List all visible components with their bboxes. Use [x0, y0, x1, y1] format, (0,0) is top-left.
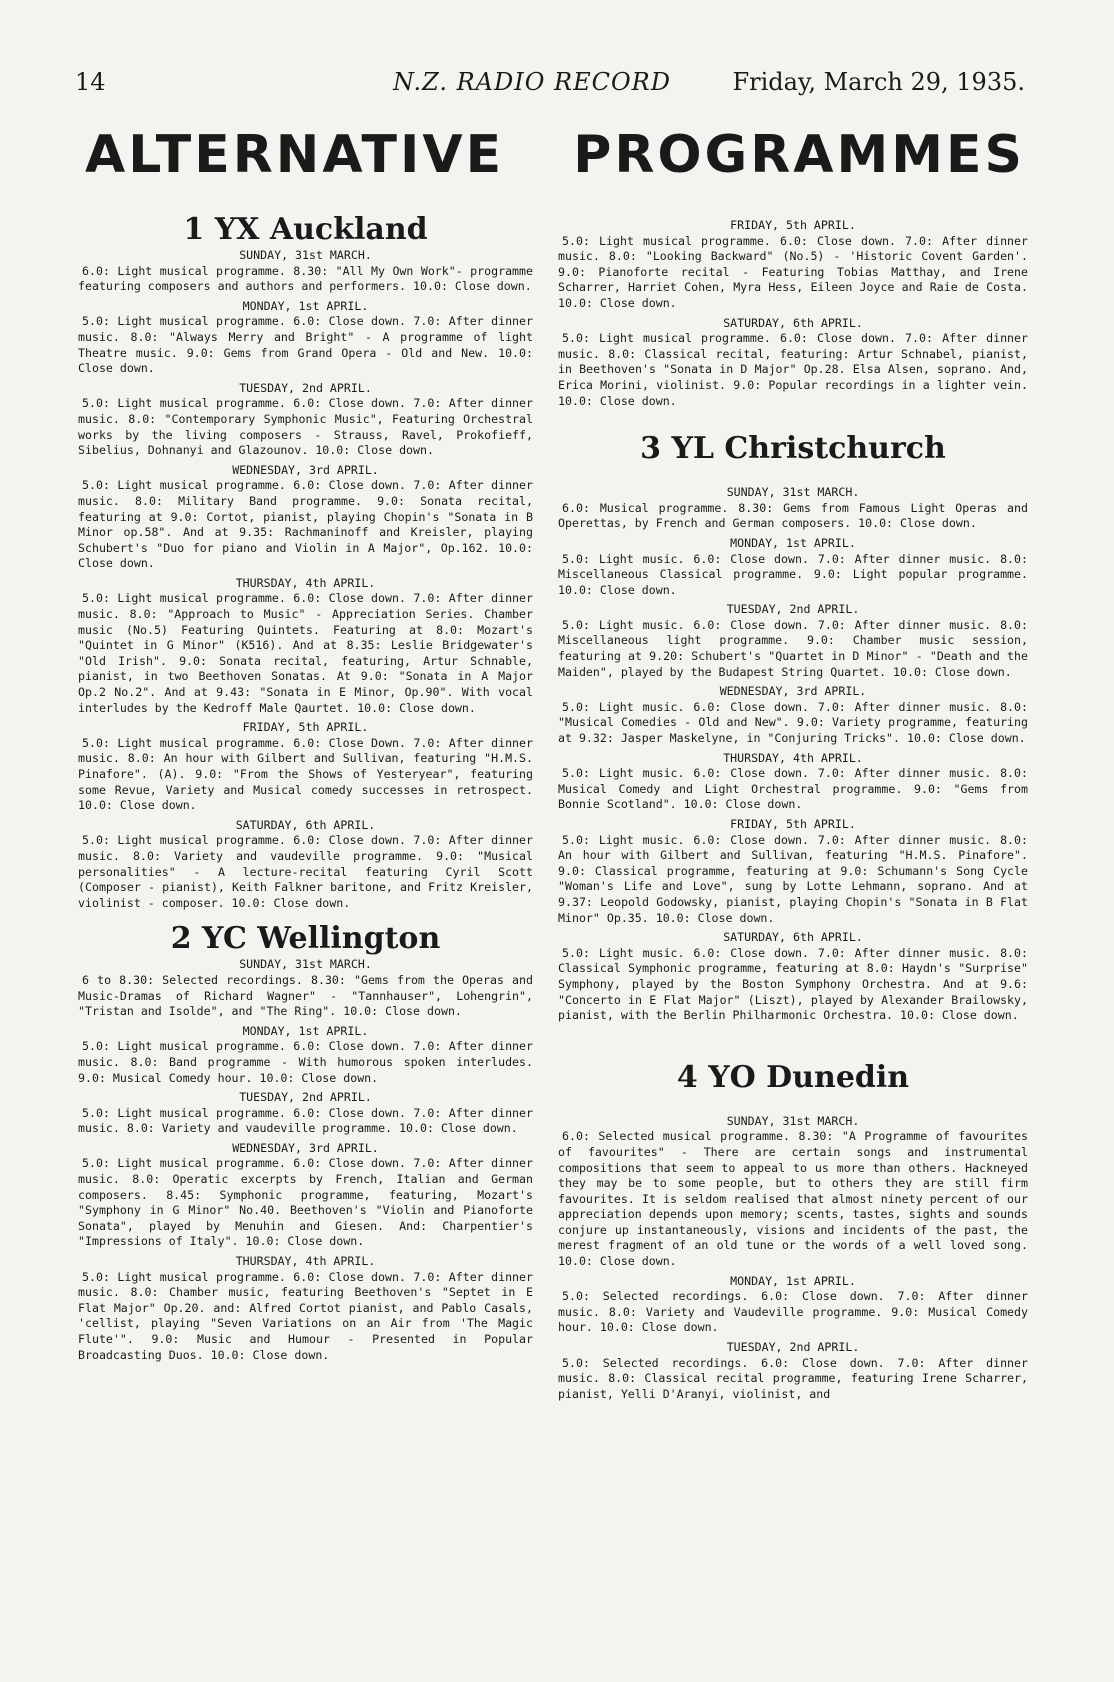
station-heading-dunedin: 4 YO Dunedin — [676, 1059, 910, 1095]
programme-text: 5.0: Light music. 6.0: Close down. 7.0: After dinner music. 8.0: Miscellaneous Classical programme. 9.0: Light popular programme. 10.0: Close down. — [558, 551, 1028, 597]
station-heading-christchurch: 3 YL Christchurch — [640, 431, 946, 467]
programme-text: 5.0: Light music. 6.0: Close down. 7.0: After dinner music. 8.0: Musical Comedy and Light Orchestral programme. 9.0: "Gems from Bonnie Scotland". 10.0: Close down. — [558, 766, 1028, 812]
programme-text: 5.0: Light musical programme. 6.0: Close down. 7.0: After dinner music. 8.0: Chamber music, featuring Beethoven's "Septet in E Flat Major" Op.20. and: Alfred Cortot pianist, and Pablo Casals, 'cellist, playing "Seven Variations on an Air from 'The Magic Flute'". 9.0: Music and Humour - Presented in Popular Broadcasting Duos. 10.0: Close down. — [78, 1269, 533, 1362]
day-heading: WEDNESDAY, 3rd APRIL. — [719, 684, 867, 699]
day-heading: SATURDAY, 6th APRIL. — [723, 315, 863, 330]
programme-text: 5.0: Light music. 6.0: Close down. 7.0: After dinner music. 8.0: "Musical Comedies - Old and New". 9.0: Variety programme, featuring at 9.32: Jasper Maskelyne, in "Conjuring Tricks". 10.0: Close down. — [558, 699, 1028, 746]
programme-text: 5.0: Light music. 6.0: Close down. 7.0: After dinner music. 8.0: An hour with Gilbert and Sullivan, featuring "H.M.S. Pinafore". 9.0: Classical programme, featuring at 9.0: Schumann's Song Cycle "Woman's Life and Love", sung by Lotte Lehmann, soprano. And at 9.37: Leopold Godowsky, pianist, playing Chopin's "Sonata in B Flat Minor" Op.35. 10.0: Close down. — [558, 832, 1028, 925]
programme-text: 6 to 8.30: Selected recordings. 8.30: "Gems from the Operas and Music-Dramas of Richard Wagner" - "Tannhauser", Lohengrin", "Tristan and Isolde", and "The Ring". 10.0: Close down. — [78, 972, 533, 1019]
day-heading: MONDAY, 1st APRIL. — [730, 1273, 856, 1288]
programme-text: 5.0: Selected recordings. 6.0: Close down. 7.0: After dinner music. 8.0: Classical recital programme, featuring Irene Scharrer, pianist, Yelli D'Aranyi, violinist, and — [558, 1355, 1028, 1401]
programme-text: 5.0: Selected recordings. 6.0: Close down. 7.0: After dinner music. 8.0: Variety and Vaudeville programme. 9.0: Musical Comedy hour. 10.0: Close down. — [558, 1289, 1028, 1335]
day-heading: MONDAY, 1st APRIL. — [730, 535, 856, 550]
day-heading: TUESDAY, 2nd APRIL. — [726, 1340, 860, 1355]
day-heading: SUNDAY, 31st MARCH. — [726, 1113, 860, 1128]
programme-text: 5.0: Light musical programme. 6.0: Close down. 7.0: After dinner music. 8.0: Variety and vaudeville programme. 10.0: Close down. — [78, 1105, 533, 1136]
issue-date: Friday, March 29, 1935. — [732, 68, 1025, 96]
day-heading: SUNDAY, 31st MARCH. — [239, 248, 372, 262]
day-heading: SUNDAY, 31st MARCH. — [726, 485, 860, 500]
programme-text: 5.0: Light musical programme. 6.0: Close down. 7.0: After dinner music. 8.0: Operatic excerpts by French, Italian and German composers. 8.45: Symphonic programme, featuring, Mozart's "Symphony in G Minor" No.40. Beethoven's "Violin and Pianoforte Sonata", played by Menuhin and Giesen. And: Charpentier's "Impressions of Italy". 10.0: Close down. — [78, 1156, 533, 1249]
day-heading: THURSDAY, 4th APRIL. — [235, 575, 376, 590]
day-heading: WEDNESDAY, 3rd APRIL. — [232, 462, 379, 477]
day-heading: SUNDAY, 31st MARCH. — [239, 957, 372, 972]
programme-text: 5.0: Light musical programme. 6.0: Close down. 7.0: After dinner music. 8.0: Variety and vaudeville programme. 9.0: "Musical personalities" - A lecture-recital featuring Cyril Scott (Composer - pianist), Keith Falkner baritone, and Fritz Kreisler, violinist - composer. 10.0: Close down. — [78, 833, 533, 910]
publication-name: N.Z. RADIO RECORD — [393, 68, 671, 96]
day-heading: TUESDAY, 2nd APRIL. — [239, 1090, 372, 1105]
programme-text: 5.0: Light musical programme. 6.0: Close down. 7.0: After dinner music. 8.0: "Always Merry and Bright" - A programme of light Theatre music. 9.0: Gems from Grand Opera - Old and New. 10.0: Close down. — [78, 314, 533, 376]
left-column — [78, 212, 533, 1367]
day-heading: SATURDAY, 6th APRIL. — [235, 817, 376, 832]
programme-text: 5.0: Light musical programme. 6.0: Close down. 7.0: After dinner music. 8.0: "Looking Backward" (No.5) - 'Historic Covent Garden'. 9.0: Pianoforte recital - Featuring Tobias Matthay, and Irene Scharrer, Harriet Cohen, Myra Hess, Eileen Joyce and Raie de Costa. 10.0: Close down. — [558, 233, 1028, 310]
programme-text: 5.0: Light musical programme. 6.0: Close down. 7.0: After dinner music. 8.0: Military Band programme. 9.0: Sonata recital, featuring at 9.0: Cortot, pianist, playing Chopin's "Sonata in B Minor op.58". And at 9.35: Rachmaninoff and Kreisler, playing Schubert's "Duo for piano and Violin in A Major", Op.162. 10.0: Close down. — [78, 478, 533, 571]
programme-text: 6.0: Light musical programme. 8.30: "All My Own Work"- programme featuring composers and authors and performers. 10.0: Close down. — [78, 263, 533, 294]
programme-text: 5.0: Light musical programme. 6.0: Close down. 7.0: After dinner music. 8.0: "Contemporary Symphonic Music", Featuring Orchestral works by the living composers - Strauss, Ravel, Prokofieff, Sibelius, Dohnanyi and Glazounov. 10.0: Close down. — [78, 396, 533, 458]
programme-text: 5.0: Light music. 6.0: Close down. 7.0: After dinner music. 8.0: Classical Symphonic programme, featuring at 8.0: Haydn's "Surprise" Symphony, played by the Boston Symphony Orchestra. And at 9.6: "Concerto in E Flat Major" (Liszt), played by Alexander Brailowsky, pianist, with the Berlin Philharmonic Orchestra. 10.0: Close down. — [558, 945, 1028, 1023]
page-title — [85, 124, 1025, 186]
day-heading: WEDNESDAY, 3rd APRIL. — [232, 1140, 379, 1155]
programme-text: 6.0: Musical programme. 8.30: Gems from Famous Light Operas and Operettas, by French and German composers. 10.0: Close down. — [558, 500, 1028, 531]
day-heading: TUESDAY, 2nd APRIL. — [726, 602, 860, 617]
page-number: 14 — [75, 68, 106, 96]
programme-text: 5.0: Light musical programme. 6.0: Close down. 7.0: After dinner music. 8.0: Classical recital, featuring: Artur Schnabel, pianist, in Beethoven's "Sonata in D Major" Op.28. Elsa Alsen, soprano. And, Erica Morini, violinist. 9.0: Popular recordings in a lighter vein. 10.0: Close down. — [558, 331, 1028, 408]
station-heading-wellington: 2 YC Wellington — [170, 921, 441, 957]
day-heading: FRIDAY, 5th APRIL. — [730, 218, 856, 232]
programme-text: 6.0: Selected musical programme. 8.30: "A Programme of favourites of favourites" - There are certain songs and instrumental compositions that seem to appeal to us more than others. Hackneyed they may be to some people, but to others they are still firm favourites. It is seldom realised that almost ninety percent of our appreciation depends upon memory; scents, tastes, sights and sounds conjure up instantaneously, visions and incidents of the past, the merest fragment of an old tune or the words of a well loved song. 10.0: Close down. — [558, 1129, 1028, 1269]
day-heading: SATURDAY, 6th APRIL. — [723, 930, 863, 945]
day-heading: MONDAY, 1st APRIL. — [242, 298, 369, 313]
programme-text: 5.0: Light musical programme. 6.0: Close down. 7.0: After dinner music. 8.0: "Approach to Music" - Appreciation Series. Chamber music (No.5) Featuring Quintets. Featuring at 8.0: Mozart's "Quintet in G Minor" (K516). And at 8.35: Leslie Bridgewater's "Old Irish". 9.0: Sonata recital, featuring, Artur Schnable, pianist, in two Beethoven Sonatas. At 9.0: "Sonata in A Major Op.2 No.2". And at 9.43: "Sonata in E Minor, Op.90". With vocal interludes by the Kedroff Male Qaurtet. 10.0: Close down. — [78, 591, 533, 715]
day-heading: FRIDAY, 5th APRIL. — [730, 817, 856, 831]
programme-text: 5.0: Light musical programme. 6.0: Close down. 7.0: After dinner music. 8.0: Band programme - With humorous spoken interludes. 9.0: Musical Comedy hour. 10.0: Close down. — [78, 1039, 533, 1085]
day-heading: THURSDAY, 4th APRIL. — [723, 750, 863, 765]
title-word-programmes: PROGRAMMES — [573, 125, 1025, 185]
day-heading: MONDAY, 1st APRIL. — [242, 1023, 369, 1038]
station-heading-auckland: 1 YX Auckland — [183, 212, 428, 247]
day-heading: THURSDAY, 4th APRIL. — [235, 1254, 376, 1269]
programme-text: 5.0: Light musical programme. 6.0: Close Down. 7.0: After dinner music. 8.0: An hour with Gilbert and Sullivan, featuring "H.M.S. Pinafore". (A). 9.0: "From the Shows of Yesteryear", featuring some Revue, Variety and Musical comedy successes in retrospect. 10.0: Close down. — [78, 735, 533, 813]
day-heading: TUESDAY, 2nd APRIL. — [239, 380, 372, 395]
programme-text: 5.0: Light music. 6.0: Close down. 7.0: After dinner music. 8.0: Miscellaneous light programme. 9.0: Chamber music session, featuring at 9.20: Schubert's "Quartet in D Minor" - "Death and the Maiden", played by the Budapest String Quartet. 10.0: Close down. — [558, 617, 1028, 679]
title-word-alternative: ALTERNATIVE — [85, 125, 505, 185]
day-heading: FRIDAY, 5th APRIL. — [242, 720, 369, 735]
page-header — [75, 68, 1035, 102]
right-column — [558, 212, 1028, 1406]
